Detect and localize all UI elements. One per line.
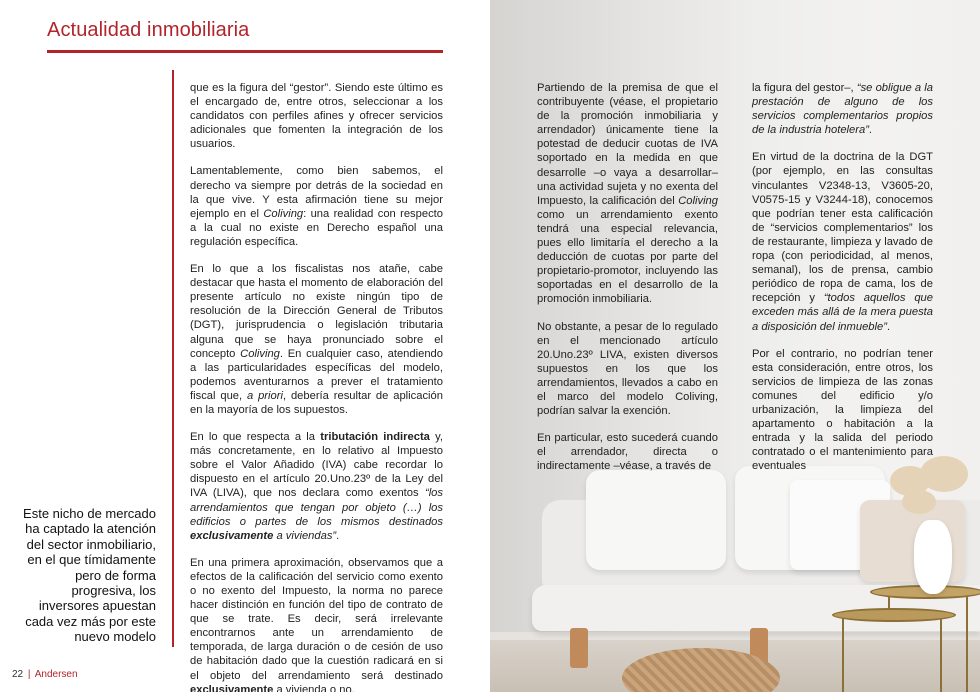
- photo-table-leg: [842, 618, 844, 692]
- photo-side-table: [832, 608, 956, 622]
- photo-table-leg: [966, 595, 968, 692]
- paragraph: En virtud de la doctrina de la DGT (por ejemplo, en las consultas vinculantes V2348-13, V3605-20, V0575-15 y V3244-18), conocemos que podrían tener esta calificación de “servicios complementarios” los de restaurante, limpieza y lavado de ropa (con periodicidad, al menos, semanal), los de prensa, cambio periódico de ropa de cama, los de recepción y “todos aquellos que exceden más allá de la mera puesta a disposición del inmueble”.: [752, 151, 933, 333]
- paragraph: Lamentablemente, como bien sabemos, el derecho va siempre por detrás de la sociedad en la que vive. Y esta afirmación tiene su mejor ejemplo en el Coliving: una realidad con respecto a la cual no existe en Derecho español una regulación específica.: [190, 165, 444, 248]
- paragraph: Por el contrario, no podrían tener esta consideración, entre otros, los servicios de limpieza de las zonas comunes del edificio y/o urbanización, la limpieza del apartamento o habitación a la entrada y la salida del periodo contratado o el mantenimiento para eventuales: [752, 347, 933, 473]
- pull-quote: Este nicho de mercado ha captado la atención del sector inmobiliario, en el que tímidamente pero de forma progresiva, los inversores apuestan cada vez más por este nuevo modelo: [23, 506, 156, 645]
- photo-table-leg: [940, 618, 942, 692]
- photo-dried-plant: [902, 490, 936, 514]
- title-underline: [47, 50, 443, 53]
- footer-separator: |: [27, 669, 31, 680]
- section-title: Actualidad inmobiliaria: [47, 19, 250, 41]
- paragraph: En particular, esto sucederá cuando el arrendador, directa o indirectamente –véase, a través de: [537, 432, 718, 473]
- paragraph: la figura del gestor–, “se obligue a la prestación de alguno de los servicios complementarios propios de la industria hotelera”.: [752, 82, 933, 137]
- paragraph: En lo que a los fiscalistas nos atañe, cabe destacar que hasta el momento de elaboración del presente artículo no existe ningún tipo de resolución de la Dirección General de Tributos (DGT), jurisprudencia o legislación tributaria alguna que se haya pronunciado sobre el concepto Coliving. En cualquier caso, atendiendo a las particularidades específicas del modelo, podemos aventurarnos a prever el tratamiento fiscal que, a priori, debería resultar de aplicación en la mayoría de los supuestos.: [190, 263, 444, 416]
- photo-vase: [914, 520, 952, 594]
- page-footer: [12, 669, 78, 680]
- page-number: 22: [12, 669, 24, 680]
- paragraph: Partiendo de la premisa de que el contribuyente (véase, el propietario de la promoción inmobiliaria y arrendador) únicamente tiene la potestad de deducir cuotas de IVA soportado en la medida en que desarrolle –o vaya a desarrollar– una actividad sujeta y no exenta del Impuesto, la calificación del Coliving como un arrendamiento exento tendrá una especial relevancia, pues ello limitaría el derecho a la deducción de cuotas por parte del propietario-promotor, incluyendo las soportadas en el desarrollo de la promoción inmobiliaria.: [537, 82, 718, 306]
- article-column-right-1: [537, 81, 718, 486]
- brand-name: Andersen: [34, 669, 78, 680]
- photo-sofa-leg: [570, 628, 588, 668]
- paragraph: En una primera aproximación, observamos que a efectos de la calificación del servicio como exento o no exento del Impuesto, la norma no parece hacer distinción en función del tipo de contrato de que se trate. Es decir, será irrelevante encontrarnos ante un arrendamiento de temporada, de larga duración o de cesión de uso de habitación dado que la cuestión radicará en si el objeto del arrendamiento será destinado exclusivamente a vivienda o no.: [190, 556, 443, 692]
- column-divider-rule: [172, 70, 174, 647]
- article-column-right-2: [752, 81, 933, 486]
- paragraph: En lo que respecta a la tributación indirecta y, más concretamente, en lo relativo al Impuesto sobre el Valor Añadido (IVA) cabe recordar lo dispuesto en el artículo 20.Uno.23º de la Ley del IVA (LIVA), que nos declara como exentos “los arrendamientos que tengan por objeto (…) los edificios o partes de los mismos destinados exclusivamente a viviendas”.: [190, 431, 444, 542]
- paragraph: que es la figura del “gestor”. Siendo este último es el encargado de, entre otros, seleccionar a los candidatos con perfiles afines y ofrecer servicios adicionales que fomenten la integración de los usuarios.: [190, 82, 443, 151]
- paragraph: No obstante, a pesar de lo regulado en el mencionado artículo 20.Uno.23º LIVA, existen diversos supuestos en los que los arrendamientos, llevados a cabo en el marco del modelo Coliving, podrían salvar la exención.: [537, 320, 718, 418]
- article-column-left: [190, 81, 443, 692]
